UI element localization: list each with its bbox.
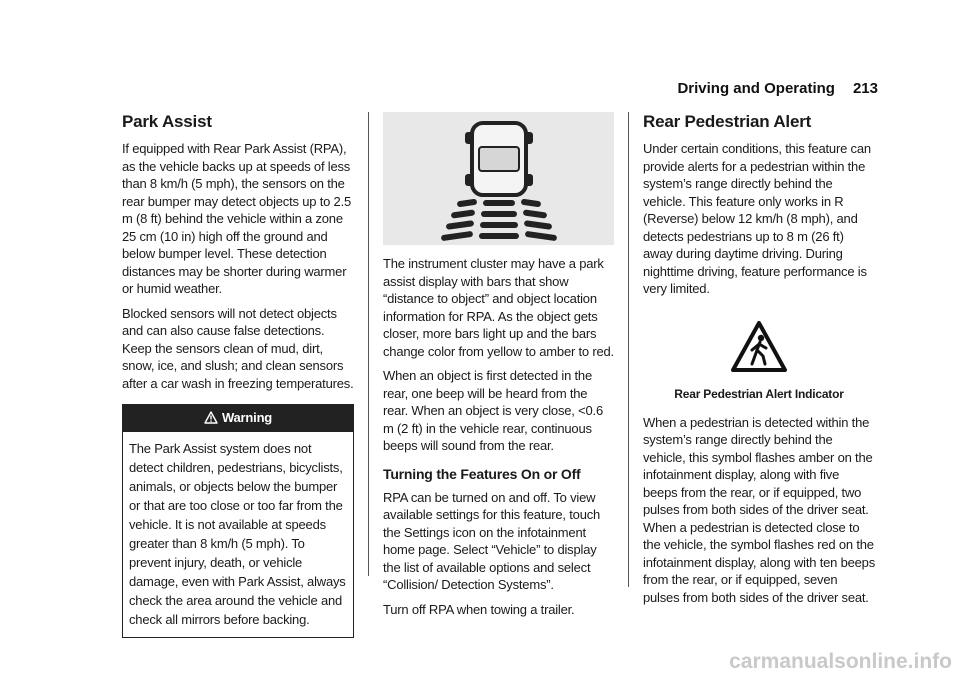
subsection-heading: Turning the Features On or Off — [383, 465, 581, 482]
page-number: 213 — [852, 80, 878, 97]
warning-box — [122, 404, 354, 638]
figure-caption: Rear Pedestrian Alert Indicator — [674, 387, 844, 401]
paragraph: The instrument cluster may have a park assist display with bars that show “distance to object” and object location information for RPA. As the object gets closer, more bars light up and the bars change color from yellow to amber to red. — [383, 256, 614, 359]
park-assist-display-icon — [383, 112, 614, 245]
paragraph: If equipped with Rear Park Assist (RPA), as the vehicle backs up at speeds of less than 8 km/h (5 mph), the sensors on the rear bumper may detect objects up to 2.5 m (8 ft) behind the vehicle within a zone 25 cm (10 in) high off the ground and below bumper level. These detection distances may be shorter during warmer or humid weather. — [122, 141, 352, 296]
paragraph: Blocked sensors will not detect objects and can also cause false detections. Keep the sensors clean of mud, dirt, snow, ice, and slush; and clean sensors after a car wash in freezing temperatures. — [122, 305, 354, 391]
paragraph: Under certain conditions, this feature can provide alerts for a pedestrian within the system’s range directly behind the vehicle. This feature only works in R (Reverse) below 12 km/h (8 mph), and detects pedestrians up to 8 m (26 ft) away during daytime driving. During nighttime driving, feature performance is very limited. — [643, 141, 871, 296]
column-rear-pedestrian-alert — [643, 112, 875, 613]
column-divider — [628, 112, 629, 587]
pedestrian-figure — [643, 320, 875, 379]
section-heading: Rear Pedestrian Alert — [643, 112, 812, 131]
paragraph: Turn off RPA when towing a trailer. — [383, 601, 575, 617]
warning-title: Warning — [221, 410, 273, 425]
column-park-assist-display — [383, 112, 614, 625]
running-head — [0, 80, 878, 97]
section-title: Driving and Operating — [677, 80, 835, 97]
section-heading: Park Assist — [122, 112, 212, 131]
warning-header — [123, 405, 353, 432]
pedestrian-alert-icon — [730, 320, 788, 374]
paragraph: When a pedestrian is detected within the system’s range directly behind the vehicle, this symbol flashes amber on the infotainment display, along with five beeps from the rear, or if equipped, two pulses from both sides of the driver seat. When a pedestrian is detected close to the vehicle, the symbol flashes red on the infotainment display, along with ten beeps from the rear, or if equipped, seven pulses from both sides of the driver seat. — [643, 414, 876, 605]
park-assist-figure — [383, 112, 614, 245]
paragraph: RPA can be turned on and off. To view available settings for this feature, touch the Settings icon on the infotainment home page. Select “Vehicle” to display the list of available options and select “Collision/ Detection Systems”. — [383, 489, 601, 592]
column-divider — [368, 112, 369, 576]
column-park-assist — [122, 112, 354, 638]
warning-triangle-icon — [204, 411, 218, 424]
paragraph: When an object is first detected in the rear, one beep will be heard from the rear. When an object is very close, <0.6 m (2 ft) in the vehicle rear, continuous beeps will sound from the rear. — [383, 368, 603, 453]
watermark: carmanualsonline.info — [729, 650, 952, 673]
warning-text: The Park Assist system does not detect children, pedestrians, bicyclists, animals, or objects below the bumper or that are too close or too far from the vehicle. It is not available at speeds greater than 8 km/h (5 mph). To prevent injury, death, or vehicle damage, even with Park Assist, always check the area around the vehicle and check all mirrors before backing. — [129, 440, 346, 627]
